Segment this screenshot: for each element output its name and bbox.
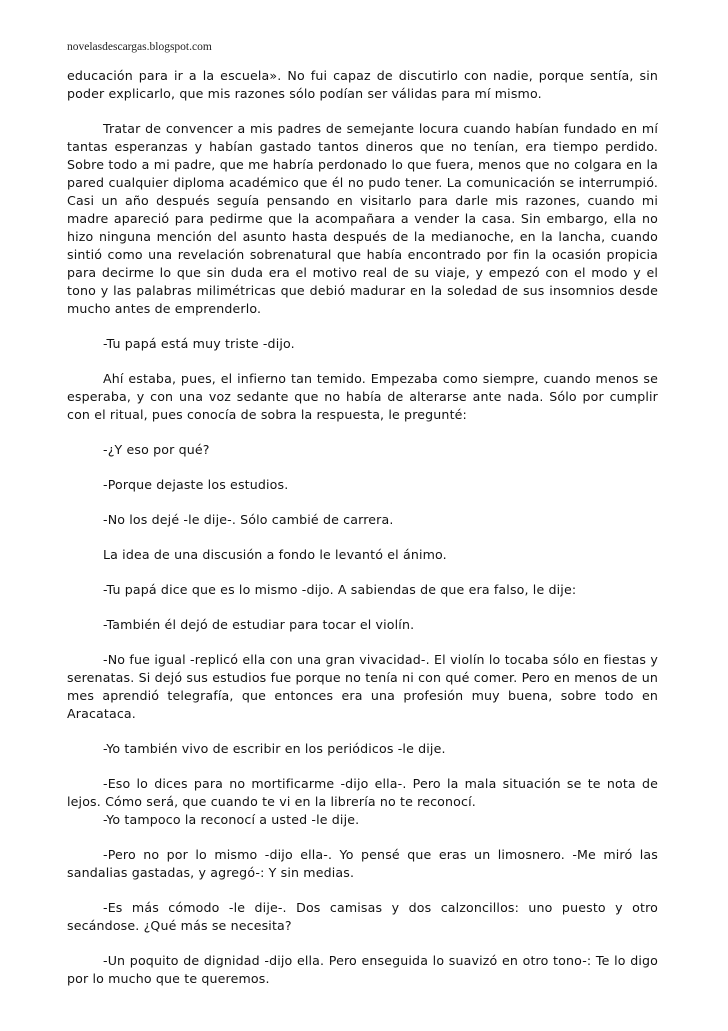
- paragraph: Tratar de convencer a mis padres de semejante locura cuando habían fundado en mí tantas esperanzas y habían gastado tantos dineros que no tenían, era tiempo perdido. Sobre todo a mi padre, que me habría perdonado lo que fuera, menos que no colgara en la pared cualquier diploma académico que él no pudo tener. La comunicación se interrumpió. Casi un año después seguía pensando en visitarlo para darle mis razones, cuando mi madre apareció para pedirme que la acompañara a vender la casa. Sin embargo, ella no hizo ninguna mención del asunto hasta después de la medianoche, en la lancha, cuando sintió como una revelación sobrenatural que había encontrado por fin la ocasión propicia para decirme lo que sin duda era el motivo real de su viaje, y empezó con el modo y el tono y las palabras milimétricas que debió madurar en la soledad de sus insomnios desde mucho antes de emprenderlo.: [67, 121, 658, 316]
- paragraph: -No fue igual -replicó ella con una gran vivacidad-. El violín lo tocaba sólo en fiestas y serenatas. Si dejó sus estudios fue porque no tenía ni con qué comer. Pero en menos de un mes aprendió telegrafía, que entonces era una profesión muy buena, sobre todo en Aracataca.: [67, 652, 658, 721]
- paragraph: Ahí estaba, pues, el infierno tan temido. Empezaba como siempre, cuando menos se esperaba, y con una voz sedante que no había de alterarse ante nada. Sólo por cumplir con el ritual, pues conocía de sobra la respuesta, le pregunté:: [67, 371, 658, 422]
- paragraph: -Porque dejaste los estudios.: [103, 477, 289, 492]
- paragraph: -Tu papá está muy triste -dijo.: [103, 336, 295, 351]
- paragraph: -Yo tampoco la reconocí a usted -le dije.: [103, 812, 360, 827]
- document-page: [67, 40, 658, 1005]
- paragraph: La idea de una discusión a fondo le levantó el ánimo.: [103, 547, 447, 562]
- paragraph: -¿Y eso por qué?: [103, 442, 210, 457]
- paragraph: -Yo también vivo de escribir en los periódicos -le dije.: [103, 741, 446, 756]
- document-body: [67, 67, 658, 988]
- paragraph: -Eso lo dices para no mortificarme -dijo ella-. Pero la mala situación se te nota de lejos. Cómo será, que cuando te vi en la librería no te reconocí.: [67, 776, 658, 809]
- paragraph: -Un poquito de dignidad -dijo ella. Pero enseguida lo suavizó en otro tono-: Te lo digo por lo mucho que te queremos.: [67, 953, 658, 986]
- paragraph: educación para ir a la escuela». No fui capaz de discutirlo con nadie, porque sentía, sin poder explicarlo, que mis razones sólo podían ser válidas para mí mismo.: [67, 68, 658, 101]
- paragraph: -Pero no por lo mismo -dijo ella-. Yo pensé que eras un limosnero. -Me miró las sandalias gastadas, y agregó-: Y sin medias.: [67, 847, 658, 880]
- paragraph: -No los dejé -le dije-. Sólo cambié de carrera.: [103, 512, 394, 527]
- paragraph: -Tu papá dice que es lo mismo -dijo. A sabiendas de que era falso, le dije:: [103, 582, 577, 597]
- paragraph: -Es más cómodo -le dije-. Dos camisas y dos calzoncillos: uno puesto y otro secándose. ¿Qué más se necesita?: [67, 900, 658, 933]
- page-header-source: novelasdescargas.blogspot.com: [67, 41, 212, 53]
- paragraph: -También él dejó de estudiar para tocar el violín.: [103, 617, 415, 632]
